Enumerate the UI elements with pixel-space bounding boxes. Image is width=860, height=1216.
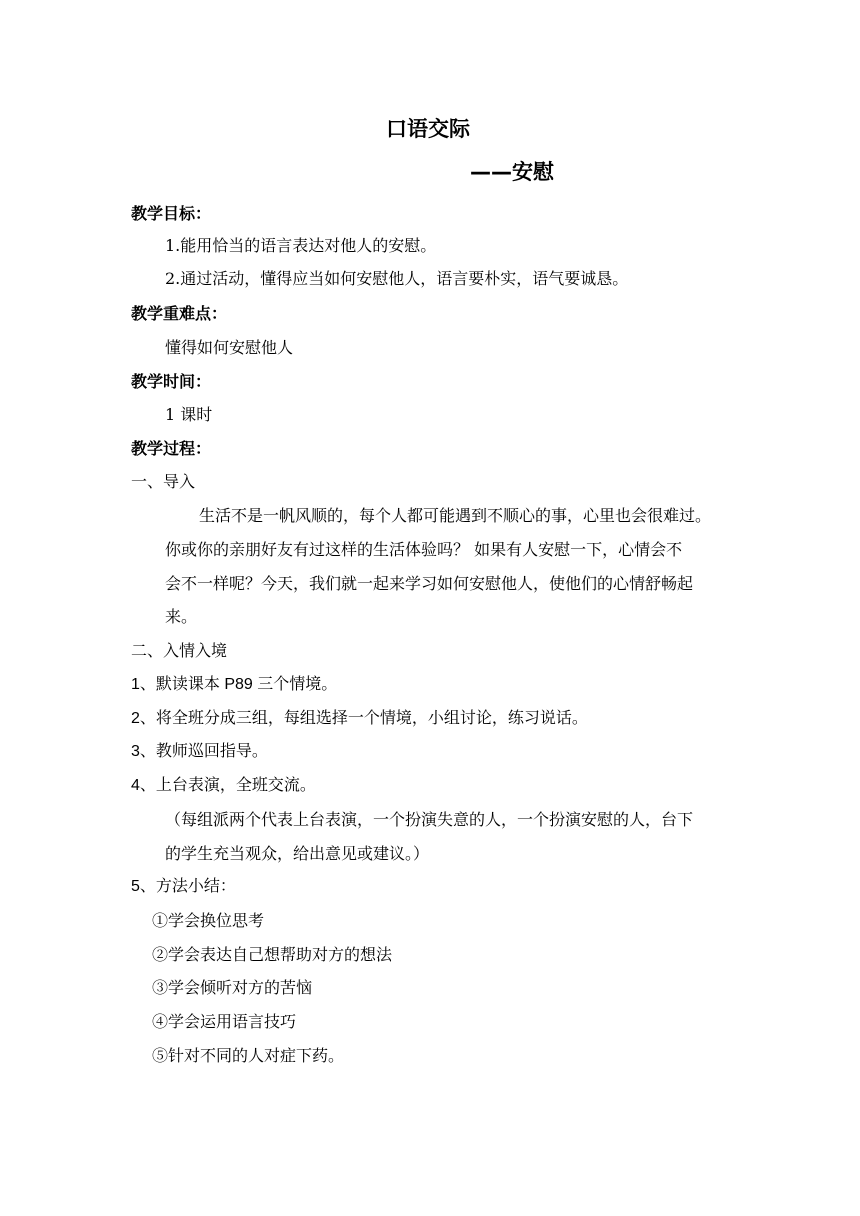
- section-heading: 一、导入: [131, 472, 196, 491]
- note-line: （每组派两个代表上台表演，一个扮演失意的人，一个扮演安慰的人，台下: [165, 810, 694, 829]
- step-item: 2、将全班分成三组，每组选择一个情境，小组讨论，练习说话。: [131, 710, 588, 727]
- page-subtitle: ——安慰: [470, 160, 554, 184]
- time-heading: 教学时间：: [131, 372, 212, 391]
- key-heading: 教学重难点：: [131, 304, 228, 323]
- summary-item: ③学会倾听对方的苦恼: [152, 978, 313, 997]
- goal-item: 1.能用恰当的语言表达对他人的安慰。: [165, 236, 437, 255]
- step-item: 4、上台表演，全班交流。: [131, 777, 316, 794]
- step-item: 1、默读课本 P89 三个情境。: [131, 676, 338, 693]
- step-item: 3、教师巡回指导。: [131, 743, 268, 760]
- section-heading: 二、入情入境: [131, 641, 228, 660]
- goals-heading: 教学目标：: [131, 204, 212, 223]
- page-title: 口语交际: [386, 117, 470, 141]
- summary-item: ⑤针对不同的人对症下药。: [152, 1046, 345, 1065]
- summary-item: ②学会表达自己想帮助对方的想法: [152, 945, 393, 964]
- summary-item: ④学会运用语言技巧: [152, 1012, 297, 1031]
- paragraph-line: 生活不是一帆风顺的，每个人都可能遇到不顺心的事，心里也会很难过。: [199, 506, 712, 525]
- goal-item: 2.通过活动，懂得应当如何安慰他人，语言要朴实，语气要诚恳。: [165, 269, 629, 288]
- time-text: 1 课时: [165, 405, 213, 424]
- summary-heading: 5、方法小结：: [131, 878, 236, 895]
- paragraph-line: 来。: [165, 607, 198, 626]
- process-heading: 教学过程：: [131, 439, 212, 458]
- summary-item: ①学会换位思考: [152, 911, 265, 930]
- note-line: 的学生充当观众，给出意见或建议。）: [165, 844, 430, 863]
- paragraph-line: 你或你的亲朋好友有过这样的生活体验吗？ 如果有人安慰一下，心情会不: [165, 540, 683, 559]
- paragraph-line: 会不一样呢？今天，我们就一起来学习如何安慰他人，使他们的心情舒畅起: [165, 574, 694, 593]
- key-text: 懂得如何安慰他人: [165, 338, 294, 357]
